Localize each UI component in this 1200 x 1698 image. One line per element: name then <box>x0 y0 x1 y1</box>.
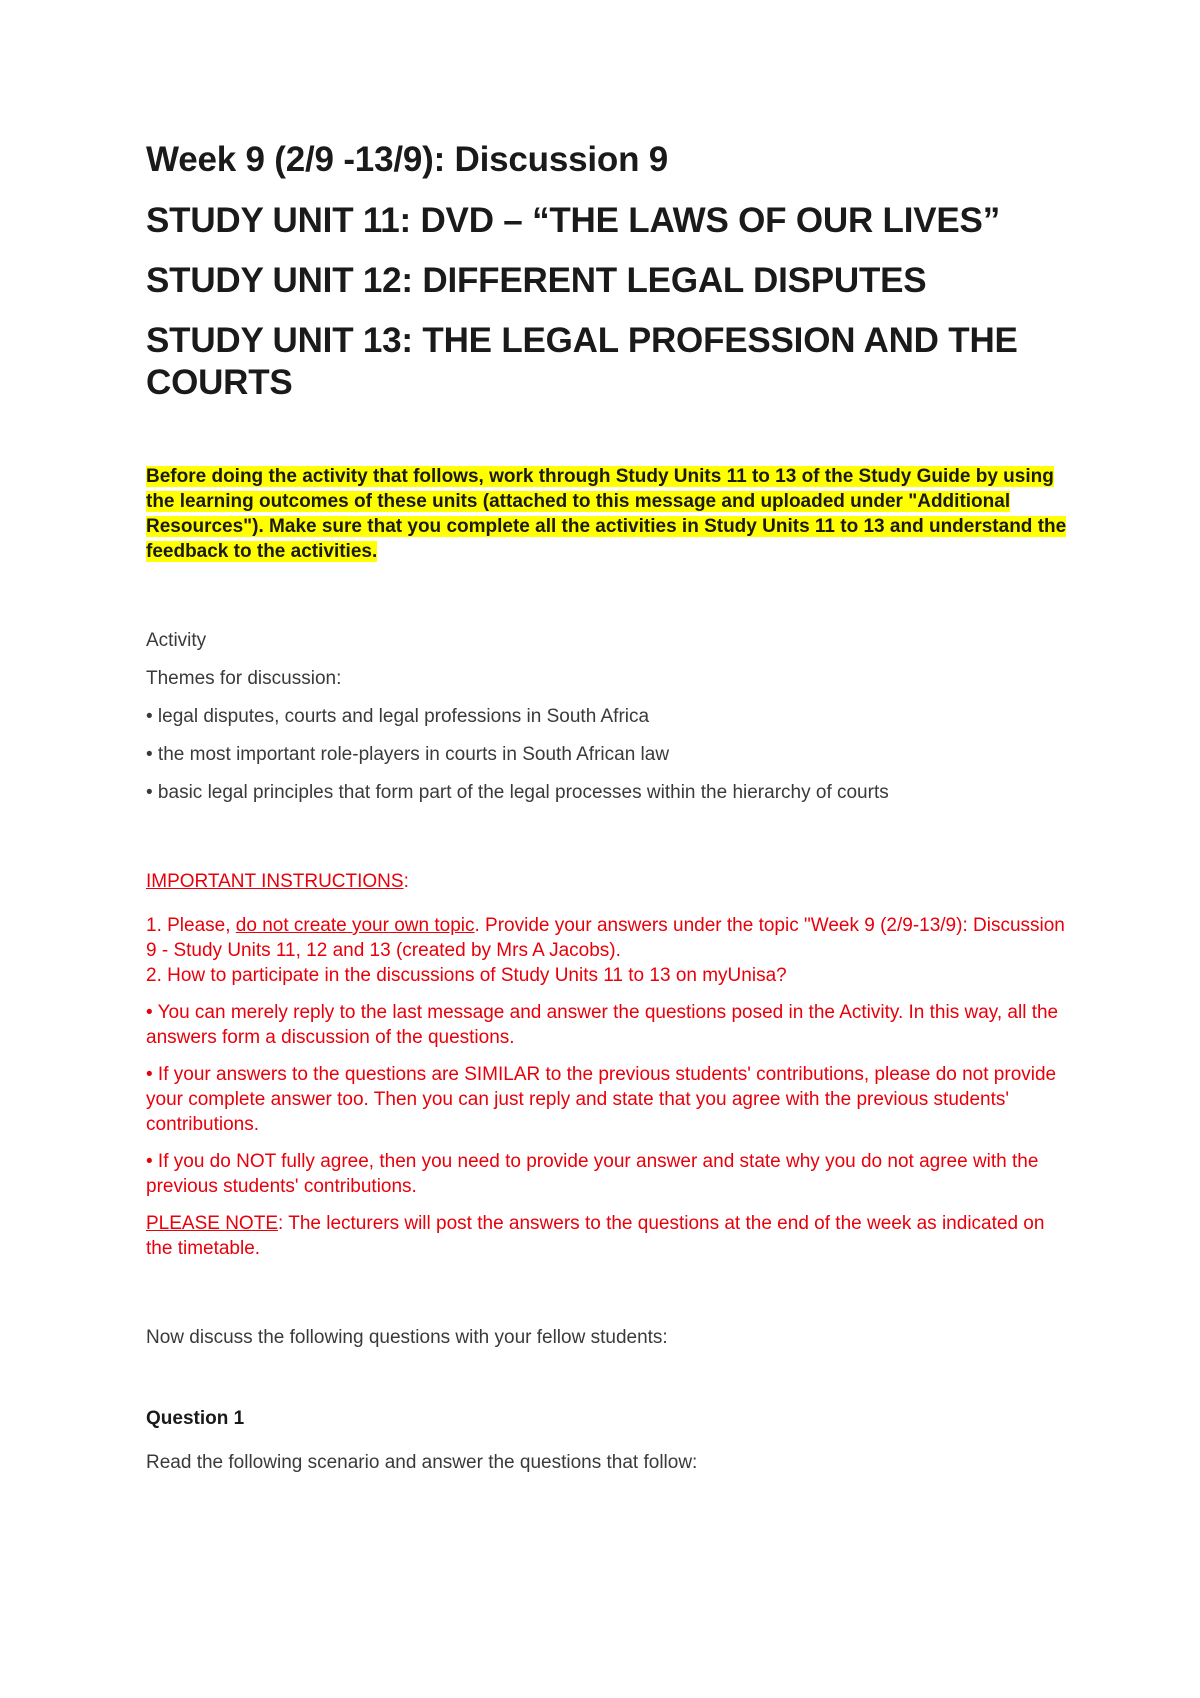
instruction-bullet: • You can merely reply to the last message and answer the questions posed in the Activity. In this way, all the answers form a discussion of the questions. <box>146 1002 1059 1048</box>
instruction-1-prefix: 1. Please, <box>146 915 236 936</box>
instruction-bullet: • If you do NOT fully agree, then you need to provide your answer and state why you do not agree with the previous students' contributions. <box>146 1151 1039 1197</box>
theme-item: • legal disputes, courts and legal professions in South Africa <box>146 706 650 727</box>
study-unit-11-heading: STUDY UNIT 11: DVD – “THE LAWS OF OUR LIVES” <box>146 201 1000 240</box>
activity-label: Activity <box>146 630 207 651</box>
important-instructions-label: IMPORTANT INSTRUCTIONS <box>146 871 404 892</box>
please-note-text: : The lecturers will post the answers to the questions at the end of the week as indicated on the timetable. <box>146 1213 1045 1259</box>
please-note <box>146 1211 1076 1261</box>
discussion-intro: Now discuss the following questions with your fellow students: <box>146 1327 668 1348</box>
theme-item: • the most important role-players in courts in South African law <box>146 744 670 765</box>
page-title: Week 9 (2/9 -13/9): Discussion 9 <box>146 140 669 179</box>
do-not-create-topic-text: do not create your own topic <box>235 915 475 936</box>
study-unit-12-heading: STUDY UNIT 12: DIFFERENT LEGAL DISPUTES <box>146 261 927 300</box>
please-note-label: PLEASE NOTE <box>146 1213 278 1234</box>
document-page <box>146 140 1076 1475</box>
themes-label: Themes for discussion: <box>146 668 342 689</box>
highlighted-notice-text: Before doing the activity that follows, work through Study Units 11 to 13 of the Study Guide by using the learning outcomes of these units (attached to this message and uploaded under "Additional Resources"). Make sure that you complete all the activities in Study Units 11 to 13 and understand the feedback to the activities. <box>146 466 1067 562</box>
study-unit-13-heading: STUDY UNIT 13: THE LEGAL PROFESSION AND THE COURTS <box>146 321 1018 402</box>
instruction-bullet: • If your answers to the questions are SIMILAR to the previous students' contributions, please do not provide your complete answer too. Then you can just reply and state that you agree with the previous students' contributions. <box>146 1064 1057 1135</box>
theme-item: • basic legal principles that form part of the legal processes within the hierarchy of courts <box>146 782 889 803</box>
instruction-1-suffix: . Provide your answers under the topic "Week 9 (2/9-13/9): Discussion 9 - Study Units 11, 12 and 13 (created by Mrs A Jacobs). <box>146 915 1065 961</box>
question-1-title: Question 1 <box>146 1408 245 1429</box>
important-instructions-heading <box>146 869 1076 894</box>
question-1-intro: Read the following scenario and answer the questions that follow: <box>146 1452 698 1473</box>
important-instructions-colon: : <box>403 871 409 892</box>
instruction-item-1 <box>146 913 1076 963</box>
preparation-notice <box>146 464 1076 564</box>
instruction-item-2: 2. How to participate in the discussions of Study Units 11 to 13 on myUnisa? <box>146 965 787 986</box>
